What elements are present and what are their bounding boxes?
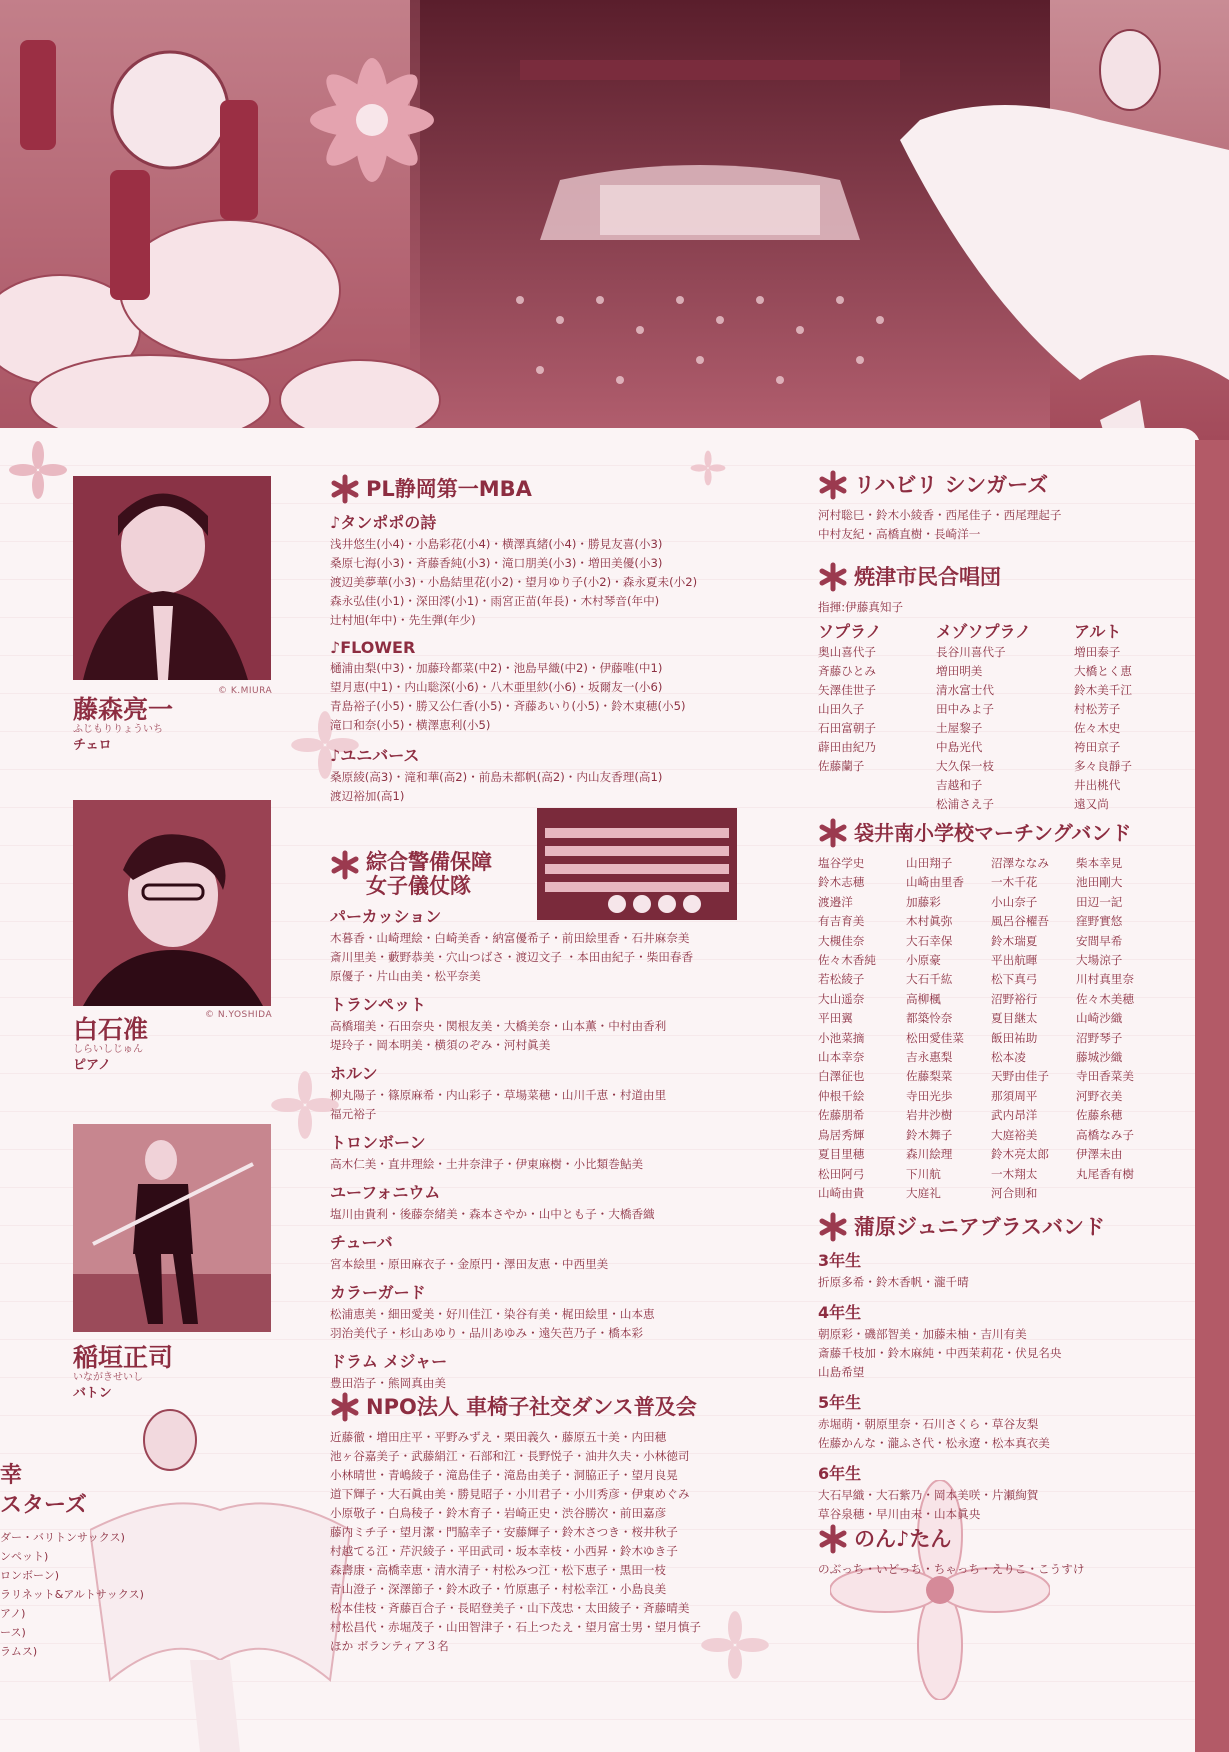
member: 平田翼: [818, 1011, 853, 1026]
member: 大橋とく恵: [1074, 664, 1132, 678]
member: 都築怜奈: [906, 1011, 953, 1026]
member: 高柳楓: [906, 991, 941, 1006]
member: 安間早希: [1076, 933, 1123, 948]
member: 寺田光歩: [906, 1088, 953, 1103]
group-label: チューバ: [330, 1233, 393, 1253]
member: 袴田京子: [1074, 740, 1121, 754]
hero-illustration: [0, 0, 1229, 440]
member: 小原豪: [906, 953, 941, 968]
dancer-illustration: [90, 1380, 350, 1752]
member: 佐藤蘭子: [818, 759, 865, 773]
member-grid: [818, 854, 1198, 1203]
asterisk-icon: [818, 562, 848, 592]
member: 鈴木瑞夏: [991, 933, 1038, 948]
cut-line: アノ): [0, 1607, 26, 1620]
member: 木村眞弥: [906, 914, 953, 929]
cut-line: ダー・バリトンサックス): [0, 1531, 125, 1544]
voice-column: [818, 619, 908, 814]
cut-title: スターズ: [0, 1493, 87, 1518]
cut-line: ロンボーン): [0, 1569, 60, 1582]
member: 渡邉洋: [818, 894, 853, 909]
names-list: 木暮香・山崎理絵・白崎美香・納富優希子・前田絵里香・石井麻奈美 斎川里美・藪野恭美・穴山つばさ・渡辺文子 ・本田由紀子・柴田春香 原優子・片山由美・松平奈美: [330, 931, 694, 984]
voice-columns: [818, 619, 1198, 814]
names-list: 浅井悠生(小4)・小島彩花(小4)・横澤真緒(小4)・勝見友喜(小3) 桑原七海(小3)・斉藤香純(小3)・滝口朋美(小3)・増田美優(小3) 渡辺美夢華(小3)・小島結里花(小2)・望月ゆり子(小2)・森永夏未(小2) 森永弘佳(小1)・深田澪(小1)・雨宮正苗(年長)・木村琴音(年中) 辻村旭(年中)・先生弾(年少): [330, 537, 698, 627]
member: 村松芳子: [1074, 702, 1121, 716]
performer-name: 藤森亮一: [73, 695, 174, 724]
voice-label: メゾソプラノ: [936, 622, 1032, 641]
rehab-section: [818, 470, 1198, 544]
kambara-section: [818, 1212, 1198, 1524]
member: 鈴木舞子: [906, 1127, 953, 1142]
performer-kana: ふじもりりょういち: [73, 724, 163, 735]
member: 沼野裕行: [991, 991, 1038, 1006]
member: 薜田由紀乃: [818, 740, 876, 754]
member: 藤城沙織: [1076, 1050, 1123, 1065]
member: 沼澤ななみ: [991, 856, 1049, 870]
section-title: 蒲原ジュニアブラスバンド: [818, 1212, 1198, 1242]
section-title: 焼津市民合唱団: [818, 562, 1198, 592]
member: 岩井沙樹: [906, 1108, 953, 1123]
right-border: [1195, 440, 1229, 1752]
member: 石田富朝子: [818, 721, 876, 735]
member: 矢澤佳世子: [818, 683, 876, 697]
performer-role: バトン: [73, 1386, 112, 1401]
member: 天野由佳子: [991, 1069, 1049, 1084]
asterisk-icon: [818, 818, 848, 848]
group-label: ♪ユニバース: [330, 746, 420, 765]
names-list: 大石早織・大石紫乃・岡本美咲・片瀬絢賀 草谷泉穂・早川由未・山本眞央: [818, 1488, 1039, 1521]
section-title: のん♪たん: [818, 1524, 1198, 1554]
voice-label: アルト: [1074, 622, 1122, 641]
pl-section: [330, 474, 750, 806]
member: 鈴木亮太郎: [991, 1147, 1049, 1162]
names-list: 豊田浩子・熊岡真由美: [330, 1376, 446, 1391]
group-label: トランペット: [330, 995, 427, 1015]
member: 那須周平: [991, 1088, 1038, 1103]
member: 遠又尚: [1074, 797, 1109, 811]
member: 高橋なみ子: [1076, 1127, 1134, 1142]
group-label: カラーガード: [330, 1283, 426, 1303]
section-title: NPO法人 車椅子社交ダンス普及会: [330, 1392, 770, 1422]
member: 武内昂洋: [991, 1108, 1038, 1123]
group-label: ユーフォニウム: [330, 1183, 441, 1203]
asterisk-icon: [330, 850, 360, 880]
member: 佐藤糸穂: [1076, 1108, 1123, 1123]
grade-label: 4年生: [818, 1303, 862, 1322]
title-line: 女子儀仗隊: [366, 874, 471, 899]
asterisk-icon: [818, 1524, 848, 1554]
names-list: 河村聡巳・鈴木小綾香・西尾佳子・西尾理起子 中村友紀・高橋直樹・長崎洋一: [818, 508, 1062, 541]
section-title: PL静岡第一MBA: [330, 474, 750, 504]
voice-column: [1074, 619, 1174, 814]
performer-name: 白石准: [73, 1015, 149, 1044]
member: 河合則和: [991, 1185, 1038, 1200]
asterisk-icon: [330, 1392, 360, 1422]
member: 斉藤ひとみ: [818, 664, 876, 678]
performer-photo: [73, 476, 271, 680]
names-list: 樋浦由梨(中3)・加藤玲都菜(中2)・池島早織(中2)・伊藤唯(中1) 望月恵(中1)・内山聡深(小6)・八木亜里紗(小6)・坂爾友一(小6) 青島裕子(小5)・勝又公仁香(小5)・斉藤あいり(小5)・鈴木東穂(小5) 滝口和奈(小5)・横澤恵利(小5): [330, 661, 686, 732]
cut-line: ラリネット&アルトサックス): [0, 1588, 144, 1601]
member: 飯田祐助: [991, 1030, 1038, 1045]
member: 寺田香菜美: [1076, 1069, 1134, 1084]
sogo-section: [330, 850, 750, 1393]
member: 山田久子: [818, 702, 865, 716]
grade-label: 6年生: [818, 1464, 862, 1483]
group-label: ♪タンポポの詩: [330, 513, 437, 532]
member: 川村真里奈: [1076, 972, 1134, 987]
names-list: のぶっち・いどっち・ちゃっち・えりこ・こうすけ: [818, 1562, 1085, 1576]
flower-deco-icon: [8, 440, 68, 500]
member: 山崎沙織: [1076, 1011, 1123, 1026]
member: 田辺一記: [1076, 894, 1123, 909]
member: 中島光代: [936, 740, 983, 754]
member: 一木千花: [991, 875, 1038, 890]
member: 若松綾子: [818, 972, 865, 987]
group-label: パーカッション: [330, 907, 442, 927]
member: 鈴木美千江: [1074, 683, 1132, 697]
member: 大場涼子: [1076, 953, 1123, 968]
member: 沼野琴子: [1076, 1030, 1123, 1045]
performer-photo: [73, 1124, 271, 1332]
names-list: 塩川由貴利・後藤奈緒美・森本さやか・山中とも子・大橋香織: [330, 1207, 655, 1222]
member: 奥山喜代子: [818, 645, 876, 659]
member: 下川航: [906, 1166, 941, 1181]
photo-credit: © N.YOSHIDA: [205, 1010, 273, 1020]
member: 佐々木美穂: [1076, 991, 1134, 1006]
member: 増田明美: [936, 664, 983, 678]
performer-name: 稲垣正司: [73, 1343, 174, 1372]
member: 丸尾香有樹: [1076, 1166, 1134, 1181]
section-title: [330, 850, 750, 898]
performer-photo: [73, 800, 271, 1006]
performer-kana: いながきせいし: [73, 1372, 143, 1383]
voice-label: ソプラノ: [818, 622, 882, 641]
member: 小池菜摘: [818, 1030, 865, 1045]
performer-role: チェロ: [73, 738, 112, 753]
member: 佐藤梨菜: [906, 1069, 953, 1084]
member: 鳥居秀輝: [818, 1127, 865, 1142]
member: 吉永惠梨: [906, 1050, 953, 1065]
member: 佐々木史: [1074, 721, 1121, 735]
hero-photo: [0, 0, 1229, 440]
npo-section: [330, 1392, 770, 1656]
member: 河野衣美: [1076, 1088, 1123, 1103]
member: 夏目里穂: [818, 1147, 865, 1162]
member: 大石千紘: [906, 972, 953, 987]
cut-line: ース): [0, 1626, 26, 1639]
member: 平出航暉: [991, 953, 1038, 968]
member: 長谷川喜代子: [936, 645, 1006, 659]
group-label: ドラム メジャー: [330, 1352, 448, 1372]
names-list: 高木仁美・直井理絵・土井奈津子・伊東麻樹・小比類巻鮎美: [330, 1157, 644, 1172]
performer-kana: しらいしじゅん: [73, 1044, 143, 1055]
section-title: 袋井南小学校マーチングバンド: [818, 818, 1198, 848]
title-line: 綜合警備保障: [366, 850, 492, 874]
cut-title: 幸: [0, 1463, 23, 1488]
nontan-section: [818, 1524, 1198, 1579]
member: 伊澤未由: [1076, 1147, 1123, 1162]
member: 大山遥奈: [818, 991, 865, 1006]
member: 山本幸奈: [818, 1050, 865, 1065]
grade-label: 3年生: [818, 1251, 862, 1270]
member: 吉越和子: [936, 778, 983, 792]
member: 加藤彩: [906, 894, 941, 909]
member: 佐藤朋希: [818, 1108, 865, 1123]
member: 柴本幸見: [1076, 856, 1123, 870]
asterisk-icon: [818, 470, 848, 500]
member: 田中みよ子: [936, 702, 994, 716]
member: 大庭裕美: [991, 1127, 1038, 1142]
names-list: 柳丸陽子・篠原麻希・内山彩子・草場菜穂・山川千恵・村道由里 福元裕子: [330, 1088, 667, 1122]
conductor: 指揮:伊藤真知子: [818, 600, 904, 614]
member: [1076, 1184, 1161, 1203]
fukuroi-section: [818, 818, 1198, 1203]
member: 仲根千絵: [818, 1088, 865, 1103]
photo-credit: © K.MIURA: [218, 686, 273, 696]
names-list: 高橋瑠美・石田奈央・関根友美・大橋美奈・山本薫・中村由香利 堤玲子・岡本明美・横須のぞみ・河村眞美: [330, 1019, 667, 1053]
grade-label: 5年生: [818, 1393, 862, 1412]
member: 夏目継太: [991, 1011, 1038, 1026]
group-label: ホルン: [330, 1064, 378, 1084]
names-list: 桑原綾(高3)・滝和華(高2)・前島未都帆(高2)・内山友香理(高1) 渡辺裕加(高1): [330, 770, 663, 803]
member: 松田阿弓: [818, 1166, 865, 1181]
group-label: ♪FLOWER: [330, 638, 416, 657]
member: 大久保一枝: [936, 759, 994, 773]
asterisk-icon: [330, 474, 360, 504]
member: 松浦さえ子: [936, 797, 994, 811]
member: 増田泰子: [1074, 645, 1121, 659]
member: 山崎由貴: [818, 1185, 865, 1200]
yaizu-section: [818, 562, 1198, 814]
member: 大庭礼: [906, 1185, 941, 1200]
member: 有吉育美: [818, 914, 865, 929]
member: 塩谷学史: [818, 856, 865, 870]
names-list: 赤堀萌・朝原里奈・石川さくら・草谷友梨 佐藤かんな・瀧ふさ代・松永遼・松本真衣美: [818, 1417, 1050, 1450]
member: 山田翔子: [906, 856, 953, 870]
voice-column: [936, 619, 1046, 814]
member: 窪野實悠: [1076, 914, 1123, 929]
member: 小山奈子: [991, 894, 1038, 909]
performer-role: ピアノ: [73, 1058, 111, 1073]
member: 井出桃代: [1074, 778, 1121, 792]
group-label: トロンボーン: [330, 1133, 426, 1153]
member: 多々良靜子: [1074, 759, 1132, 773]
names-list: 近藤徹・増田庄平・平野みずえ・栗田義久・藤原五十美・内田穂 池ヶ谷嘉美子・武藤絹江・石部和江・長野悦子・油井久夫・小林徳司 小林晴世・青嶋綾子・滝島佳子・滝島由美子・洞脇正子・望月良晃 道下輝子・大石眞由美・勝見昭子・小川君子・小川秀彦・伊東めぐみ 小原敬子・白鳥稜子・鈴木育子・岩崎正史・渋谷勝次・前田嘉彦 藤内ミチ子・望月潔・門脇幸子・安藤輝子・鈴木さつき・桜井秋子 村越てる江・芹沢綾子・平田武司・坂本幸枝・小西昇・鈴木ゆき子 森壽康・高橋幸恵・清水清子・村松みつ江・松下恵子・黒田一枝 青山澄子・深澤節子・鈴木政子・竹原惠子・村松幸江・小島良美 松本佳枝・斉藤百合子・長昭登美子・山下茂忠・太田綾子・斉藤晴美 村松昌代・赤堀茂子・山田智津子・石上つたえ・望月富士男・望月慎子 ほか ボランティア３名: [330, 1430, 702, 1653]
names-list: 宮本絵里・原田麻衣子・金原円・澤田友恵・中西里美: [330, 1257, 609, 1272]
member: 清水富士代: [936, 683, 994, 697]
section-title: リハビリ シンガーズ: [818, 470, 1198, 500]
asterisk-icon: [818, 1212, 848, 1242]
names-list: 朝原彩・磯部智美・加藤未柚・吉川有美 斎藤千枝加・鈴木麻純・中西茉莉花・伏見名央 山島希望: [818, 1327, 1062, 1379]
member: 松下真弓: [991, 972, 1038, 987]
names-list: 松浦恵美・細田愛美・好川佳江・染谷有美・梶田絵里・山本恵 羽治美代子・杉山あゆり・品川あゆみ・遠矢芭乃子・橋本彩: [330, 1307, 655, 1341]
member: 白澤征也: [818, 1069, 865, 1084]
member: 土屋黎子: [936, 721, 983, 735]
member: 山崎由里香: [906, 875, 964, 890]
member: 松田愛佳菜: [906, 1030, 964, 1045]
member: 鈴木志穂: [818, 875, 865, 890]
member: 風呂谷櫂吾: [991, 914, 1049, 929]
cut-line: ラムス): [0, 1645, 38, 1658]
names-list: 折原多希・鈴木香帆・瀧千晴: [818, 1275, 969, 1289]
member: 森川絵理: [906, 1147, 953, 1162]
member: 松本凌: [991, 1050, 1026, 1065]
member: 佐々木香純: [818, 953, 876, 968]
member: 池田剛大: [1076, 875, 1123, 890]
member: 一木翔太: [991, 1166, 1038, 1181]
member: 大石幸保: [906, 933, 953, 948]
member: 大槻佳奈: [818, 933, 865, 948]
cut-line: ンペット): [0, 1550, 49, 1563]
